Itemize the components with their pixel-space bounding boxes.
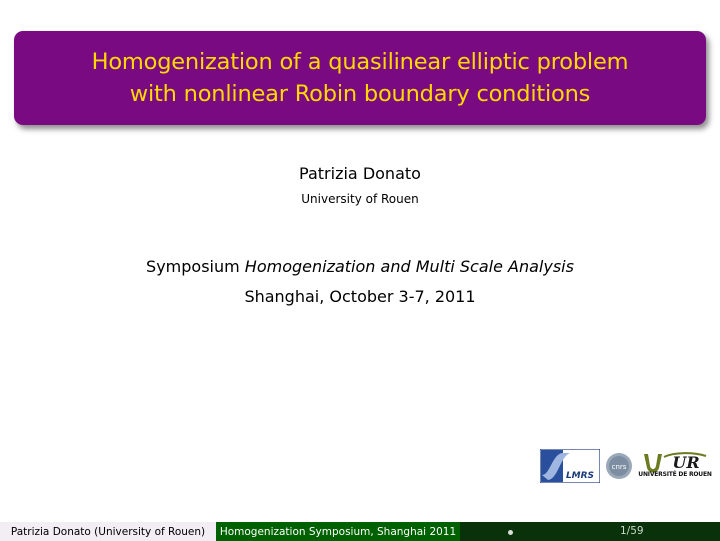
event-name: Homogenization and Multi Scale Analysis	[244, 257, 574, 276]
event-line	[0, 257, 720, 276]
title-box	[14, 31, 706, 125]
place-date: Shanghai, October 3-7, 2011	[244, 287, 476, 306]
footer-nav-section	[460, 522, 720, 541]
event-prefix: Symposium	[146, 257, 240, 276]
author-name: Patrizia Donato	[299, 164, 421, 183]
title-line-1: Homogenization of a quasilinear elliptic problem	[91, 49, 629, 75]
ur-logo-subtitle: UNIVERSITÉ DE ROUEN	[638, 471, 712, 478]
section-bullet-icon	[508, 530, 513, 535]
page-number: 1/59	[620, 525, 644, 537]
cnrs-logo-text: cnrs	[611, 463, 627, 471]
ur-logo-text: UR	[672, 453, 700, 472]
institution: University of Rouen	[301, 192, 419, 206]
cnrs-logo	[605, 452, 633, 480]
footer-author: Patrizia Donato (University of Rouen)	[0, 522, 216, 541]
lmrs-logo-text: LMRS	[565, 471, 595, 481]
footer-short-title: Homogenization Symposium, Shanghai 2011	[216, 522, 460, 541]
lmrs-logo	[540, 449, 600, 483]
title-line-2: with nonlinear Robin boundary conditions	[129, 81, 591, 107]
footer-bar	[0, 522, 720, 541]
